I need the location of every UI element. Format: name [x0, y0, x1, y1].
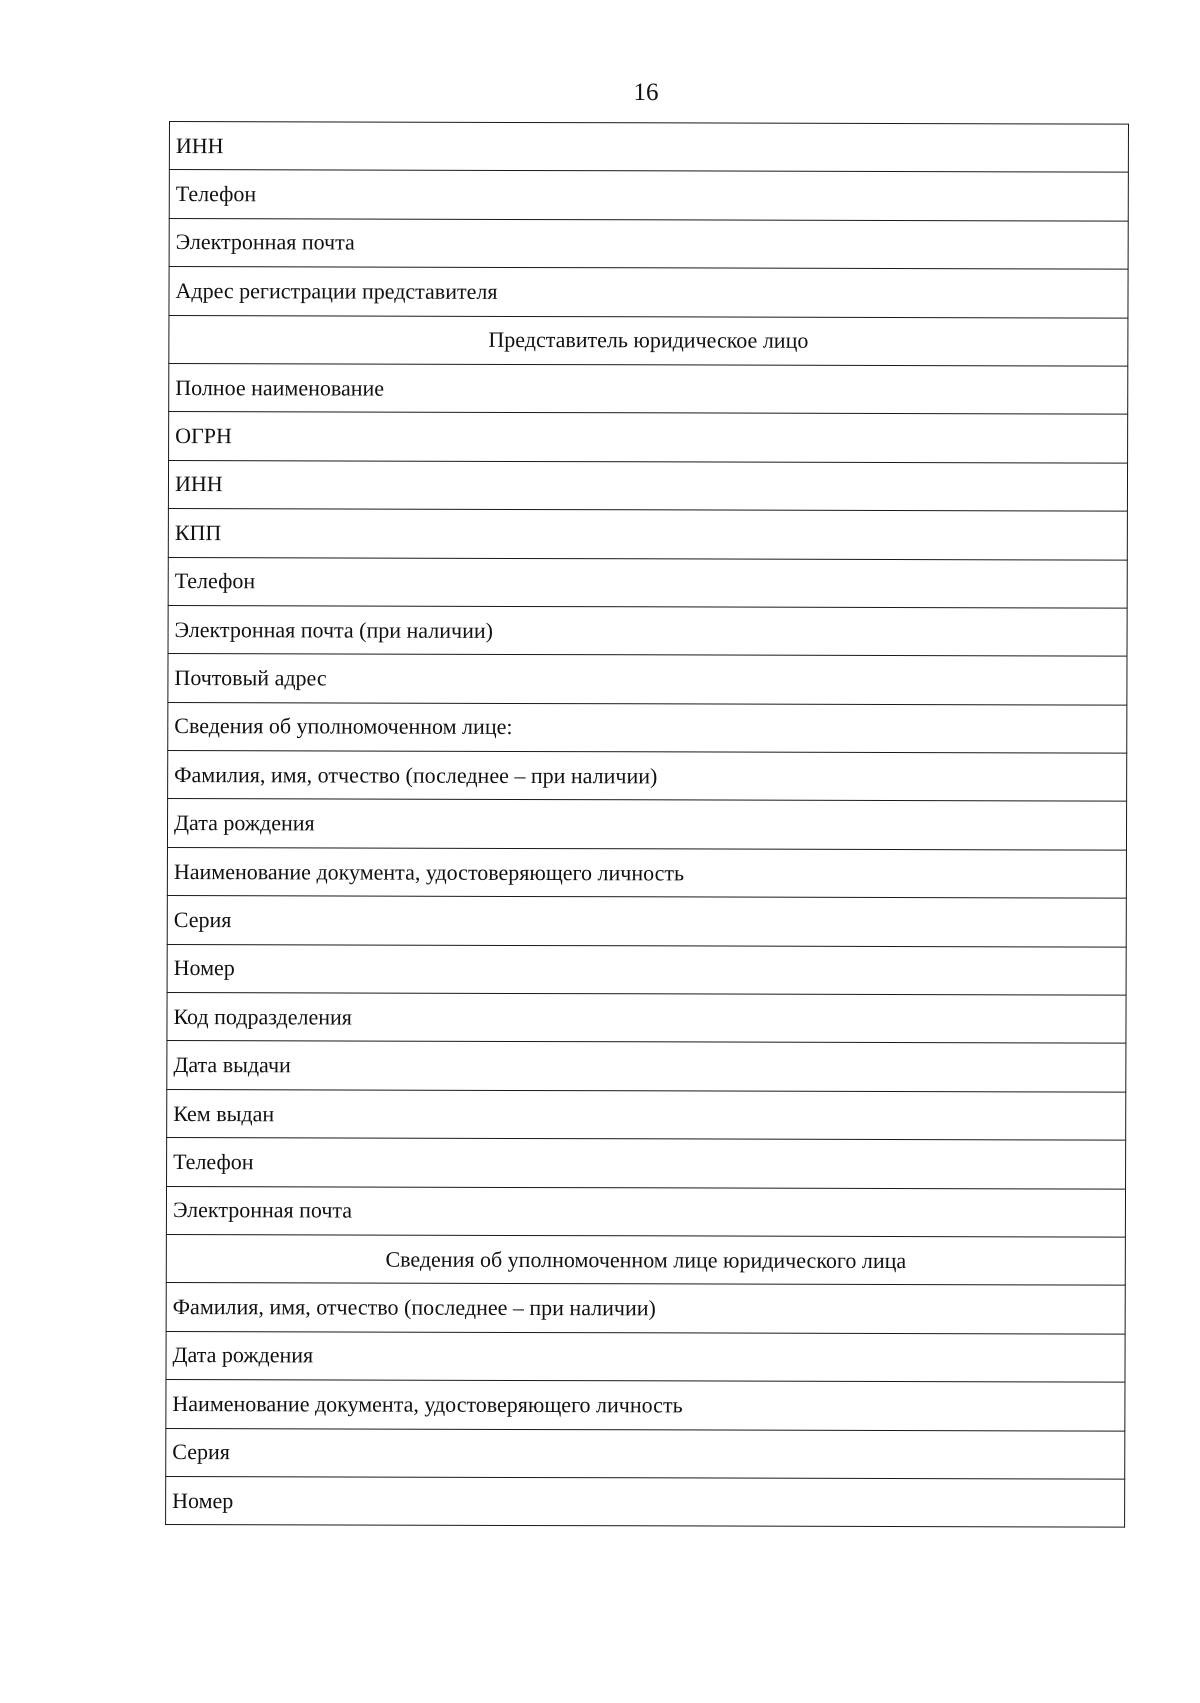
- page-number: 16: [633, 79, 659, 106]
- field-label-cell: ИНН: [169, 122, 1128, 173]
- field-label-cell: Дата выдачи: [167, 1041, 1126, 1092]
- field-label-cell: Электронная почта: [169, 218, 1128, 269]
- table-row: [166, 1186, 1125, 1237]
- field-label-cell: ОГРН: [169, 412, 1128, 463]
- table-row: [167, 1138, 1126, 1189]
- field-label-cell: Номер: [167, 944, 1126, 995]
- table-row: [169, 267, 1128, 318]
- field-label-cell: ИНН: [168, 460, 1127, 511]
- table-row: [166, 1380, 1125, 1431]
- field-label-cell: Полное наименование: [169, 363, 1128, 414]
- table-row: [167, 1089, 1126, 1140]
- field-label-cell: Наименование документа, удостоверяющего личность: [166, 1380, 1125, 1431]
- table-row: [167, 847, 1126, 898]
- table-row: [168, 509, 1127, 560]
- field-label-cell: Телефон: [169, 170, 1128, 221]
- field-label-cell: Номер: [166, 1476, 1125, 1527]
- table-row: [169, 218, 1128, 269]
- field-label-cell: Адрес регистрации представителя: [169, 267, 1128, 318]
- field-label-cell: Дата рождения: [166, 1331, 1125, 1382]
- field-label-cell: Электронная почта (при наличии): [168, 605, 1127, 656]
- field-label-cell: Почтовый адрес: [168, 654, 1127, 705]
- table-row: [169, 122, 1128, 173]
- table-row: [169, 170, 1128, 221]
- table-row: [167, 944, 1126, 995]
- field-label-cell: Сведения об уполномоченном лице:: [168, 702, 1127, 753]
- section-header-row: [169, 315, 1128, 366]
- field-label-cell: Телефон: [168, 557, 1127, 608]
- field-label-cell: Фамилия, имя, отчество (последнее – при наличии): [166, 1283, 1125, 1334]
- field-label-cell: Электронная почта: [166, 1186, 1125, 1237]
- field-label-cell: Серия: [166, 1428, 1125, 1479]
- field-label-cell: Фамилия, имя, отчество (последнее – при наличии): [168, 751, 1127, 802]
- table-row: [167, 799, 1126, 850]
- form-table-body: [166, 122, 1129, 1528]
- field-label-cell: Серия: [167, 896, 1126, 947]
- section-header-row: [166, 1234, 1125, 1285]
- field-label-cell: Кем выдан: [167, 1089, 1126, 1140]
- field-label-cell: Дата рождения: [167, 799, 1126, 850]
- table-row: [166, 1331, 1125, 1382]
- table-row: [168, 460, 1127, 511]
- table-row: [168, 605, 1127, 656]
- table-row: [168, 702, 1127, 753]
- table-row: [168, 557, 1127, 608]
- section-header-cell: Сведения об уполномоченном лице юридического лица: [166, 1234, 1125, 1285]
- field-label-cell: Телефон: [167, 1138, 1126, 1189]
- table-row: [168, 654, 1127, 705]
- table-row: [168, 751, 1127, 802]
- table-row: [167, 896, 1126, 947]
- table-row: [167, 993, 1126, 1044]
- table-row: [169, 363, 1128, 414]
- form-table: [165, 121, 1129, 1528]
- table-row: [169, 412, 1128, 463]
- table-row: [166, 1283, 1125, 1334]
- table-row: [166, 1476, 1125, 1527]
- table-row: [167, 1041, 1126, 1092]
- table-row: [166, 1428, 1125, 1479]
- field-label-cell: Наименование документа, удостоверяющего личность: [167, 847, 1126, 898]
- section-header-cell: Представитель юридическое лицо: [169, 315, 1128, 366]
- field-label-cell: КПП: [168, 509, 1127, 560]
- field-label-cell: Код подразделения: [167, 993, 1126, 1044]
